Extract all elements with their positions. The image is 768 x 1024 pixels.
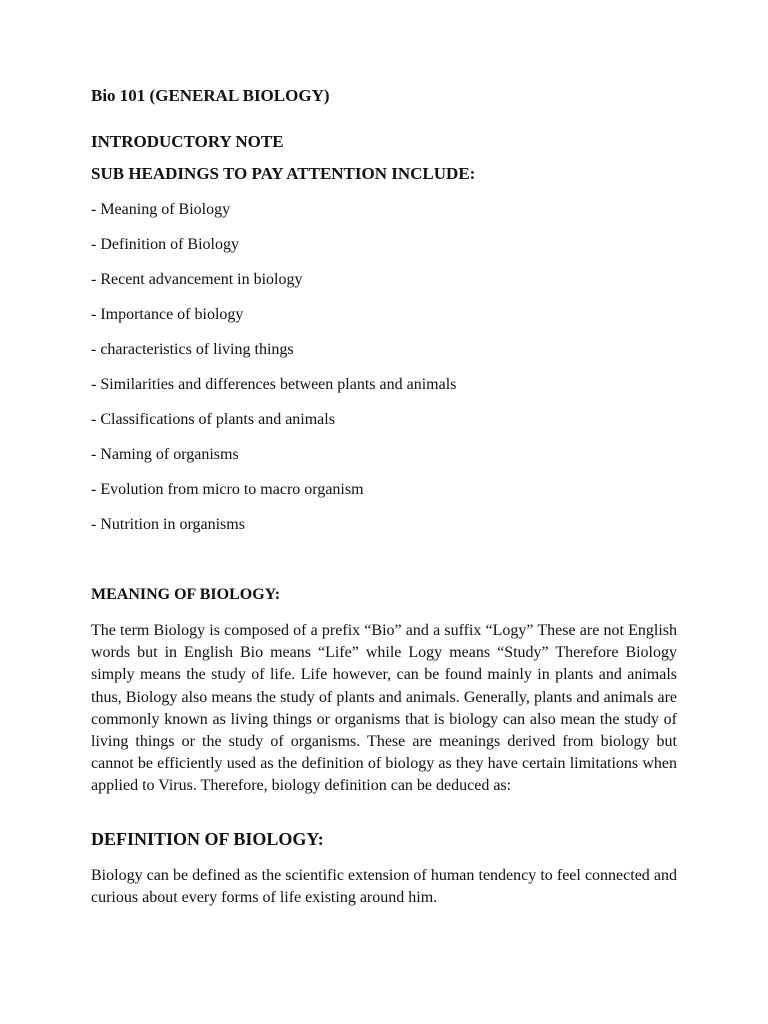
list-item: - Importance of biology	[91, 306, 244, 323]
meaning-paragraph: The term Biology is composed of a prefix “Bio” and a suffix “Logy” These are not English words but in English Bio means “Life” while Logy means “Study” Therefore Biology simply means the study of life. Life however, can be found mainly in plants and animals thus, Biology also means the study of plants and animals. Generally, plants and animals are commonly known as living things or organisms that is biology can also mean the study of living things or the study of organisms. These are meanings derived from biology but cannot be efficiently used as the definition of biology as they have certain limitations when applied to Virus. Therefore, biology definition can be deduced as:	[91, 622, 677, 795]
document-title: Bio 101 (GENERAL BIOLOGY)	[91, 86, 330, 105]
topic-list	[91, 200, 456, 550]
list-item: - Nutrition in organisms	[91, 516, 245, 533]
list-item: - Evolution from micro to macro organism	[91, 481, 364, 498]
definition-heading: DEFINITION OF BIOLOGY:	[91, 829, 324, 849]
list-item: - characteristics of living things	[91, 341, 294, 358]
list-item: - Naming of organisms	[91, 446, 239, 463]
definition-paragraph: Biology can be defined as the scientific extension of human tendency to feel connected and curious about every forms of life existing around him.	[91, 867, 677, 907]
list-item: - Definition of Biology	[91, 236, 239, 253]
meaning-heading: MEANING OF BIOLOGY:	[91, 586, 281, 603]
list-item: - Recent advancement in biology	[91, 271, 303, 288]
list-item: - Similarities and differences between plants and animals	[91, 376, 457, 393]
list-item: - Meaning of Biology	[91, 201, 231, 218]
list-item: - Classifications of plants and animals	[91, 411, 335, 428]
subheadings-heading: SUB HEADINGS TO PAY ATTENTION INCLUDE:	[91, 164, 476, 183]
intro-heading: INTRODUCTORY NOTE	[91, 132, 284, 151]
